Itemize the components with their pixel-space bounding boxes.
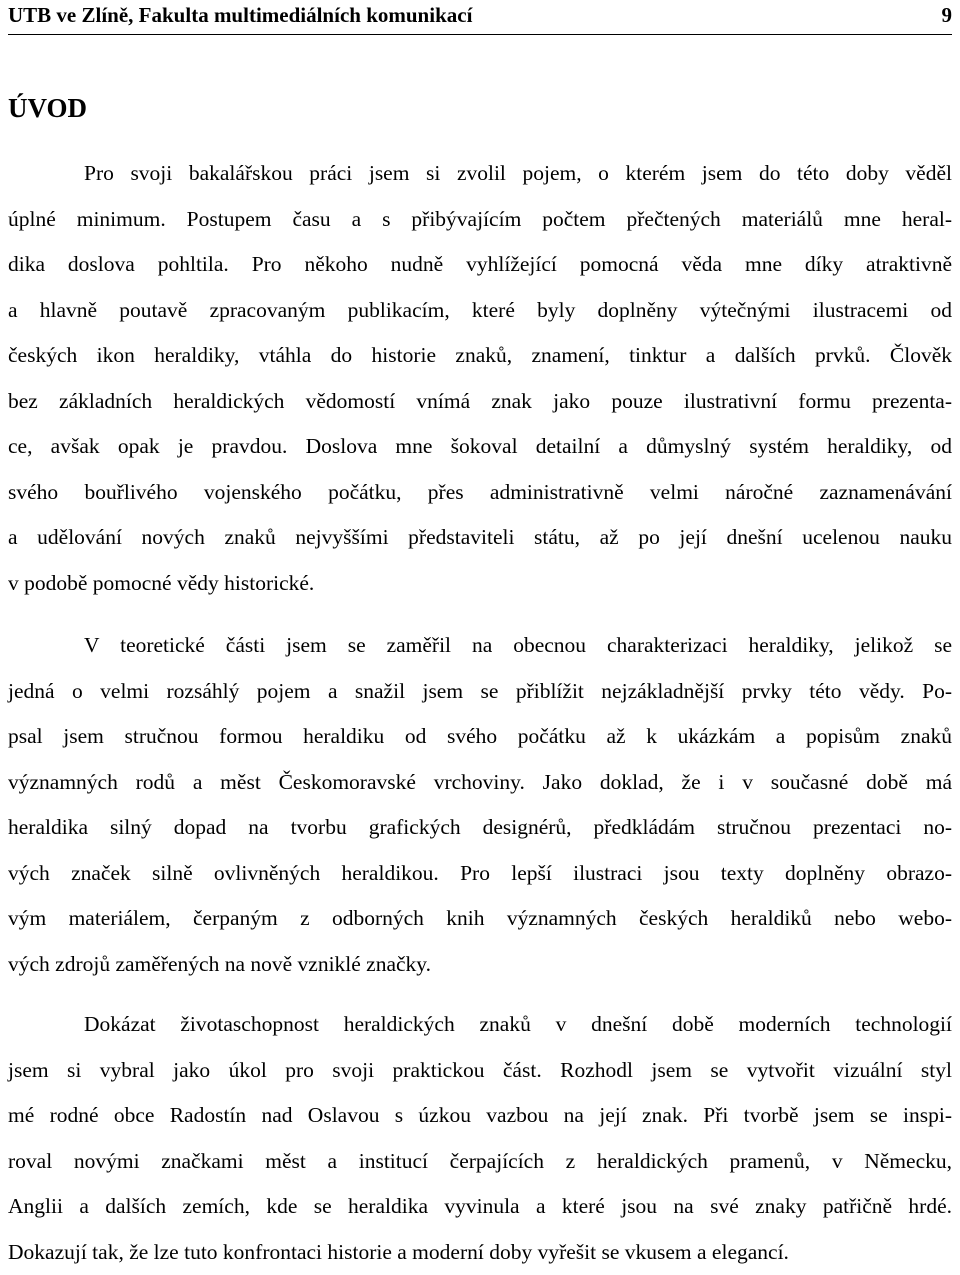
text-line: psal jsem stručnou formou heraldiku od svého počátku až k ukázkám a popisům znaků	[8, 714, 952, 760]
paragraph-1	[8, 151, 952, 606]
text-line: významných rodů a měst Českomoravské vrchoviny. Jako doklad, že i v současné době má	[8, 760, 952, 806]
text-line: jedná o velmi rozsáhlý pojem a snažil jsem se přiblížit nejzákladnější prvky této vědy. Po-	[8, 669, 952, 715]
text-line: vých značek silně ovlivněných heraldikou. Pro lepší ilustraci jsou texty doplněny obrazo-	[8, 851, 952, 897]
text-line: heraldika silný dopad na tvorbu grafických designérů, předkládám stručnou prezentaci no-	[8, 805, 952, 851]
header-institution: UTB ve Zlíně, Fakulta multimediálních komunikací	[8, 3, 472, 28]
section-title: ÚVOD	[8, 93, 87, 124]
text-line: mé rodné obce Radostín nad Oslavou s úzkou vazbou na její znak. Při tvorbě jsem se inspi-	[8, 1093, 952, 1139]
paragraph-3	[8, 1002, 952, 1275]
page-number: 9	[942, 3, 953, 28]
text-line: úplné minimum. Postupem času a s přibývajícím počtem přečtených materiálů mne heral-	[8, 197, 952, 243]
text-line: bez základních heraldických vědomostí vnímá znak jako pouze ilustrativní formu prezenta-	[8, 379, 952, 425]
text-line: Dokázat životaschopnost heraldických znaků v dnešní době moderních technologií	[8, 1002, 952, 1048]
text-line: V teoretické části jsem se zaměřil na obecnou charakterizaci heraldiky, jelikož se	[8, 623, 952, 669]
text-line: svého bouřlivého vojenského počátku, přes administrativně velmi náročné zaznamenávání	[8, 470, 952, 516]
page-header	[8, 0, 952, 35]
text-line: roval novými značkami měst a institucí čerpajících z heraldických pramenů, v Německu,	[8, 1139, 952, 1185]
text-line: vých zdrojů zaměřených na nově vzniklé značky.	[8, 942, 952, 988]
text-line: a hlavně poutavě zpracovaným publikacím, které byly doplněny výtečnými ilustracemi od	[8, 288, 952, 334]
text-line: v podobě pomocné vědy historické.	[8, 561, 952, 607]
text-line: Anglii a dalších zemích, kde se heraldika vyvinula a které jsou na své znaky patřičně hrdé.	[8, 1184, 952, 1230]
text-line: jsem si vybral jako úkol pro svoji praktickou část. Rozhodl jsem se vytvořit vizuální styl	[8, 1048, 952, 1094]
text-line: Dokazují tak, že lze tuto konfrontaci historie a moderní doby vyřešit se vkusem a elegancí.	[8, 1230, 952, 1275]
text-line: Pro svoji bakalářskou práci jsem si zvolil pojem, o kterém jsem do této doby věděl	[8, 151, 952, 197]
text-line: a udělování nových znaků nejvyššími představiteli státu, až po její dnešní ucelenou nauku	[8, 515, 952, 561]
text-line: českých ikon heraldiky, vtáhla do historie znaků, znamení, tinktur a dalších prvků. Člověk	[8, 333, 952, 379]
paragraph-2	[8, 623, 952, 987]
text-line: vým materiálem, čerpaným z odborných knih významných českých heraldiků nebo webo-	[8, 896, 952, 942]
text-line: ce, avšak opak je pravdou. Doslova mne šokoval detailní a důmyslný systém heraldiky, od	[8, 424, 952, 470]
text-line: dika doslova pohltila. Pro někoho nudně vyhlížející pomocná věda mne díky atraktivně	[8, 242, 952, 288]
